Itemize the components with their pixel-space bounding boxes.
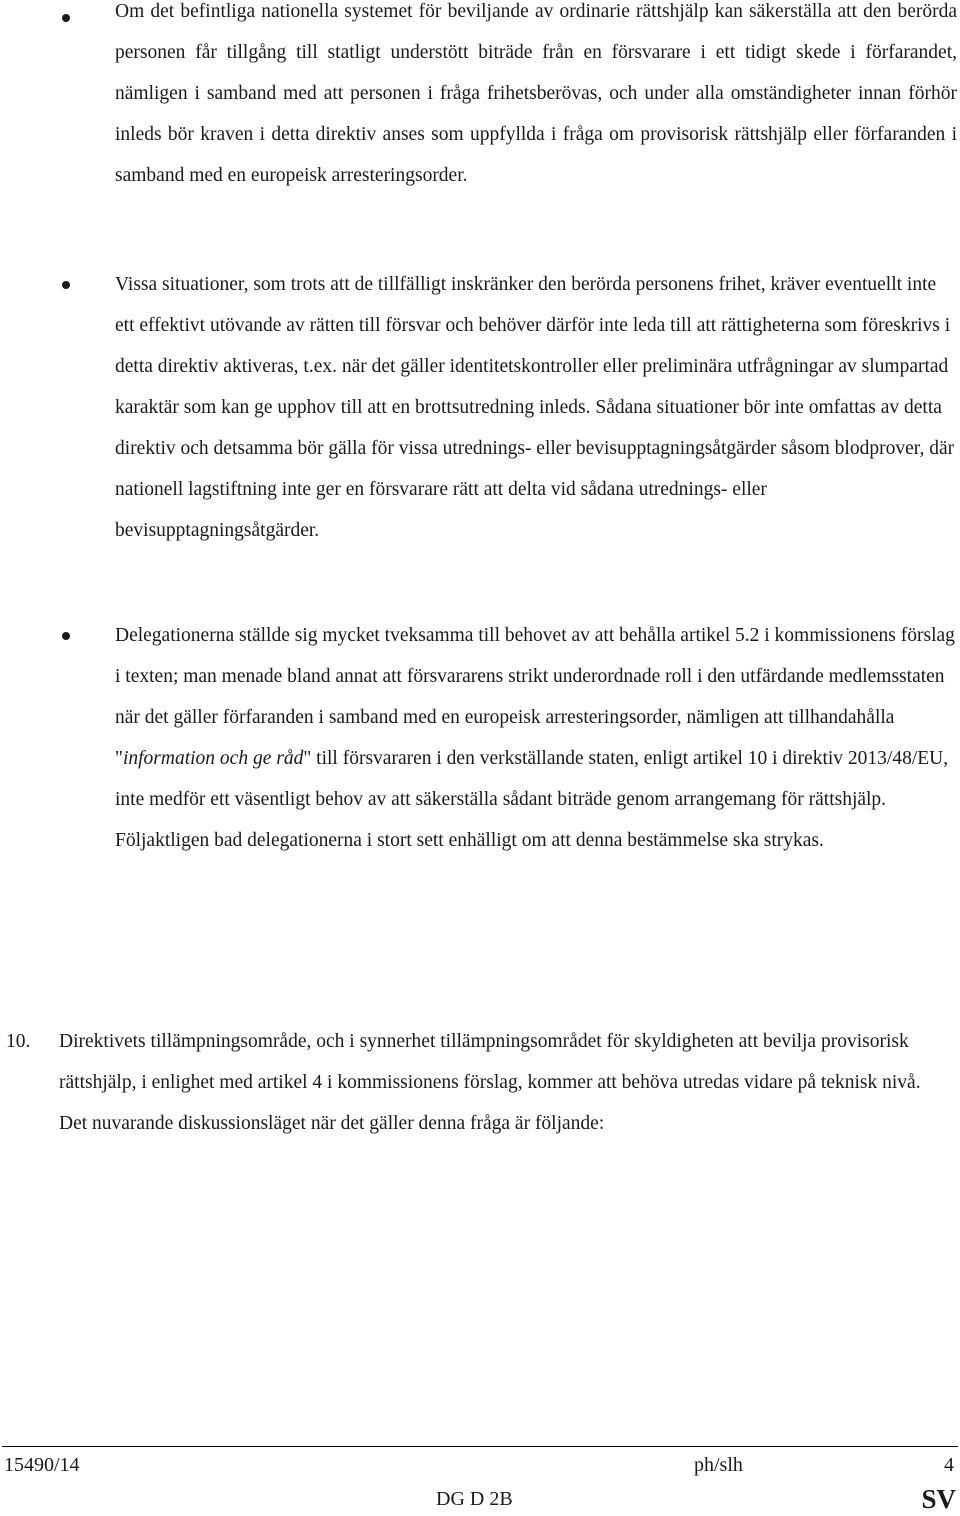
page-number: 4	[944, 1454, 954, 1476]
author-initials: ph/slh	[694, 1454, 743, 1476]
bullet-text: Vissa situationer, som trots att de tillfälligt inskränker den berörda personens frihet, kräver eventuellt inte ett effektivt utövande av rätten till försvar och behöver därför inte leda till att rättigheterna som föreskrivs i detta direktiv aktiveras, t.ex. när det gäller identitetskontroller eller preliminära utfrågningar av slumpartad karaktär som kan ge upphov till att en brottsutredning inleds. Sådana situationer bör inte omfattas av detta direktiv och detsamma bör gälla för vissa utrednings- eller bevisupptagningsåtgärder såsom blodprover, där nationell lagstiftning inte ger en försvarare rätt att delta vid sådana utrednings- eller bevisupptagningsåtgärder.	[115, 274, 955, 541]
paragraph-text: Direktivets tillämpningsområde, och i synnerhet tillämpningsområdet för skyldigheten att bevilja provisorisk rättshjälp, i enlighet med artikel 4 i kommissionens förslag, kommer att behöva utredas vidare på teknisk nivå. Det nuvarande diskussionsläget när det gäller denna fråga är följande:	[59, 1031, 921, 1134]
bullet-text: Om det befintliga nationella systemet för beviljande av ordinarie rättshjälp kan säkerställa att den berörda personen får tillgång till statligt understött biträde från en försvarare i ett tidigt skede i förfarandet, nämligen i samband med att personen i fråga frihetsberövas, och under alla omständigheter innan förhör inleds bör kraven i detta direktiv anses som uppfyllda i fråga om provisorisk rättshjälp eller förfaranden i samband med en europeisk arresteringsorder.	[115, 1, 957, 186]
directorate-code: DG D 2B	[436, 1488, 513, 1510]
paragraph-number: 10.	[6, 1031, 31, 1052]
quoted-phrase: information och ge råd	[122, 748, 304, 769]
footer-divider	[2, 1446, 958, 1447]
bullet-dot-icon	[62, 14, 70, 22]
bullet-dot-icon	[62, 632, 70, 640]
document-number: 15490/14	[4, 1454, 80, 1476]
bullet-text-part: Delegationerna ställde sig mycket tveksamma till behovet av att behålla artikel 5.2 i kommissionens förslag i texten; man menade bland annat att försvararens strikt underordnade roll i den utfärdande medlemsstaten när det gäller förfaranden i samband med en europeisk arresteringsorder, nämligen att tillhandahålla "	[115, 625, 955, 769]
language-code: SV	[921, 1484, 956, 1514]
bullet-dot-icon	[62, 281, 70, 289]
bullet-text	[115, 615, 957, 861]
bullet-text-part: " till försvararen i den verkställande staten, enligt artikel 10 i direktiv 2013/48/EU, inte medför ett väsentligt behov av att säkerställa sådant biträde genom arrangemang för rättshjälp. Följaktligen bad delegationerna i stort sett enhälligt om att denna bestämmelse ska strykas.	[115, 748, 949, 851]
